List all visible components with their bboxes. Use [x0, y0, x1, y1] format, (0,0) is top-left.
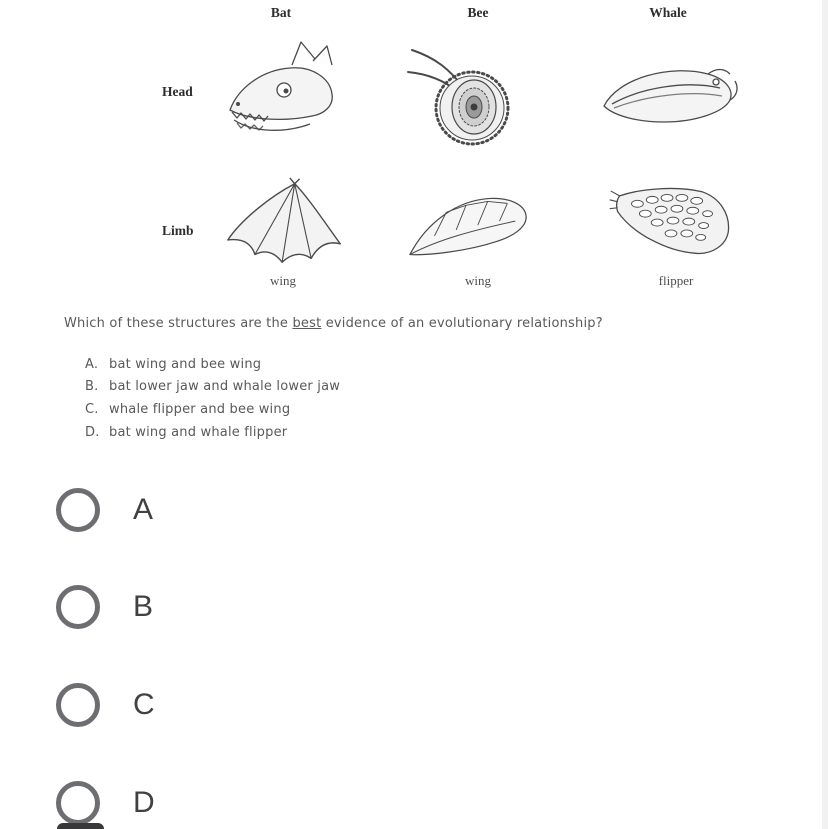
choice-d-body: bat wing and whale flipper — [109, 424, 288, 440]
figure-row-label-head: Head — [162, 84, 193, 99]
scrollbar-track[interactable] — [822, 0, 828, 829]
choice-a-text — [85, 353, 340, 376]
option-c-label[interactable]: C — [133, 688, 155, 721]
choice-c-body: whale flipper and bee wing — [109, 401, 291, 417]
option-d-label[interactable]: D — [133, 786, 155, 819]
figure-column-header-whale: Whale — [649, 5, 687, 20]
choice-a-letter: A. — [85, 356, 99, 372]
partial-element-bottom — [57, 823, 104, 829]
choice-b-text — [85, 376, 340, 399]
choice-list — [85, 353, 340, 443]
option-b-radio[interactable] — [56, 585, 100, 629]
answer-option-d[interactable] — [56, 780, 155, 826]
option-a-label[interactable]: A — [133, 493, 154, 526]
whale-flipper-image — [606, 186, 738, 270]
caption-bee-wing: wing — [465, 273, 491, 288]
bat-wing-image — [222, 176, 348, 270]
choice-b-body: bat lower jaw and whale lower jaw — [109, 379, 341, 395]
caption-whale-flipper: flipper — [658, 273, 694, 288]
figure-row-label-limb: Limb — [162, 223, 194, 238]
figure-column-header-bee: Bee — [467, 5, 489, 20]
choice-a-body: bat wing and bee wing — [109, 356, 262, 372]
option-b-label[interactable]: B — [133, 590, 154, 623]
figure-column-header-bat: Bat — [270, 5, 292, 20]
caption-bat-wing: wing — [270, 273, 296, 288]
bee-head-image — [406, 44, 526, 150]
answer-option-b[interactable] — [56, 584, 153, 630]
option-d-radio[interactable] — [56, 781, 100, 825]
bat-head-skull-image — [224, 38, 346, 142]
answer-option-a[interactable] — [56, 487, 153, 533]
question-suffix: evidence of an evolutionary relationship? — [321, 316, 603, 331]
answer-option-c[interactable] — [56, 682, 155, 728]
whale-head-skull-image — [598, 50, 743, 138]
question-text — [64, 316, 784, 331]
choice-b-letter: B. — [85, 379, 99, 395]
question-underlined-word: best — [292, 316, 322, 331]
option-c-radio[interactable] — [56, 683, 100, 727]
choice-d-text — [85, 421, 340, 444]
bee-wing-image — [403, 192, 531, 264]
question-prefix: Which of these structures are the — [64, 316, 293, 331]
option-a-radio[interactable] — [56, 488, 100, 532]
choice-c-letter: C. — [85, 401, 99, 417]
choice-d-letter: D. — [85, 424, 100, 440]
choice-c-text — [85, 398, 340, 421]
